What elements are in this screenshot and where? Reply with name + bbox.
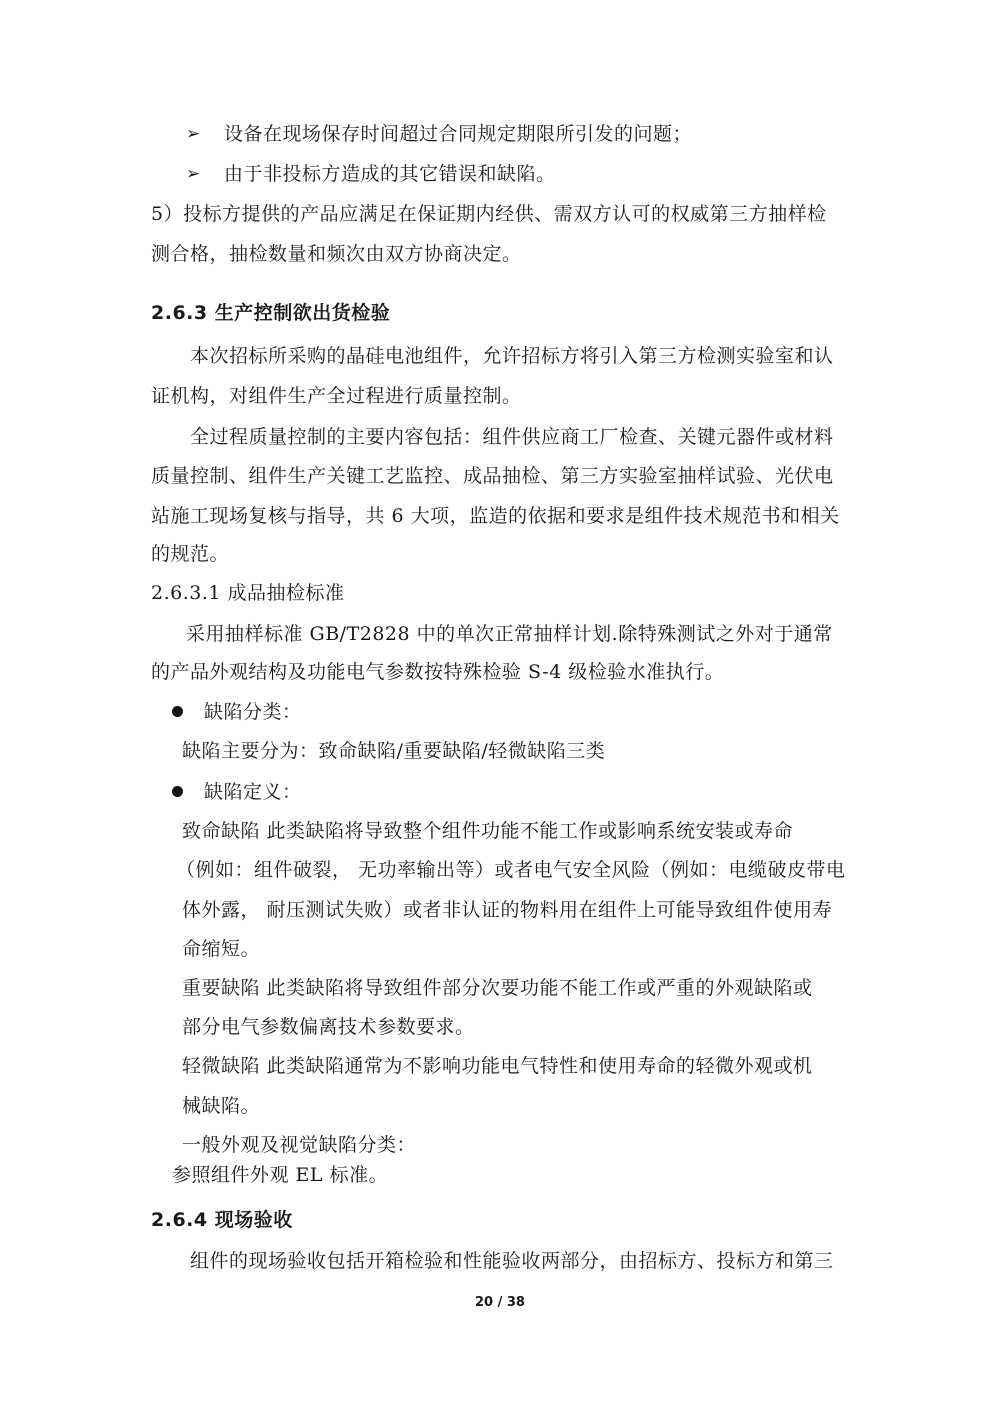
paragraph-line: 质量控制、组件生产关键工艺监控、成品抽检、第三方实验室抽样试验、光伏电	[151, 465, 834, 487]
section-heading-2-6-3: 2.6.3 生产控制欲出货检验	[151, 302, 391, 324]
bullet-item: 由于非投标方造成的其它错误和缺陷。	[224, 163, 556, 185]
arrow-bullet-icon: ➢	[186, 164, 201, 184]
minor-defect-line: 轻微缺陷 此类缺陷通常为不影响功能电气特性和使用寿命的轻微外观或机	[182, 1055, 813, 1077]
fatal-defect-line: 体外露， 耐压测试失败）或者非认证的物料用在组件上可能导致组件使用寿	[182, 899, 833, 921]
visual-defect-title: 一般外观及视觉缺陷分类：	[182, 1134, 417, 1156]
major-defect-line: 重要缺陷 此类缺陷将导致组件部分次要功能不能工作或严重的外观缺陷或	[182, 977, 813, 999]
section-heading-2-6-4: 2.6.4 现场验收	[151, 1209, 293, 1231]
paragraph-line: 的产品外观结构及功能电气参数按特殊检验 S-4 级检验水准执行。	[151, 661, 725, 683]
fatal-defect-line: （例如：组件破裂， 无功率输出等）或者电气安全风险（例如：电缆破皮带电	[176, 859, 846, 881]
bullet-dot-icon	[172, 706, 183, 717]
page-number: 20 / 38	[475, 1295, 525, 1310]
fatal-defect-line: 致命缺陷 此类缺陷将导致整个组件功能不能工作或影响系统安装或寿命	[182, 820, 794, 842]
subsection-heading-2-6-3-1: 2.6.3.1 成品抽检标准	[151, 582, 345, 604]
arrow-bullet-icon: ➢	[186, 124, 201, 144]
paragraph-line: 本次招标所采购的晶硅电池组件，允许招标方将引入第三方检测实验室和认	[190, 345, 834, 367]
item-5-line: 测合格，抽检数量和频次由双方协商决定。	[151, 243, 522, 265]
paragraph-line: 证机构，对组件生产全过程进行质量控制。	[151, 385, 522, 407]
item-5-line: 5）投标方提供的产品应满足在保证期内经供、需双方认可的权威第三方抽样检	[151, 203, 827, 225]
major-defect-line: 部分电气参数偏离技术参数要求。	[182, 1016, 475, 1038]
defect-def-title: 缺陷定义：	[204, 781, 302, 803]
fatal-defect-line: 命缩短。	[182, 938, 261, 960]
bullet-item: 设备在现场保存时间超过合同规定期限所引发的问题；	[224, 123, 693, 145]
paragraph-line: 站施工现场复核与指导，共 6 大项，监造的依据和要求是组件技术规范书和相关	[151, 505, 840, 527]
paragraph-line: 全过程质量控制的主要内容包括：组件供应商工厂检查、关键元器件或材料	[190, 426, 834, 448]
defect-class-text: 缺陷主要分为：致命缺陷/重要缺陷/轻微缺陷三类	[182, 740, 606, 762]
paragraph-line: 的规范。	[151, 543, 230, 565]
paragraph-line: 采用抽样标准 GB/T2828 中的单次正常抽样计划.除特殊测试之外对于通常	[186, 623, 833, 645]
minor-defect-line: 械缺陷。	[182, 1095, 261, 1117]
visual-defect-text: 参照组件外观 EL 标准。	[172, 1164, 389, 1186]
paragraph-line: 组件的现场验收包括开箱检验和性能验收两部分，由招标方、投标方和第三	[190, 1250, 834, 1272]
bullet-dot-icon	[172, 786, 183, 797]
defect-class-title: 缺陷分类：	[204, 701, 302, 723]
